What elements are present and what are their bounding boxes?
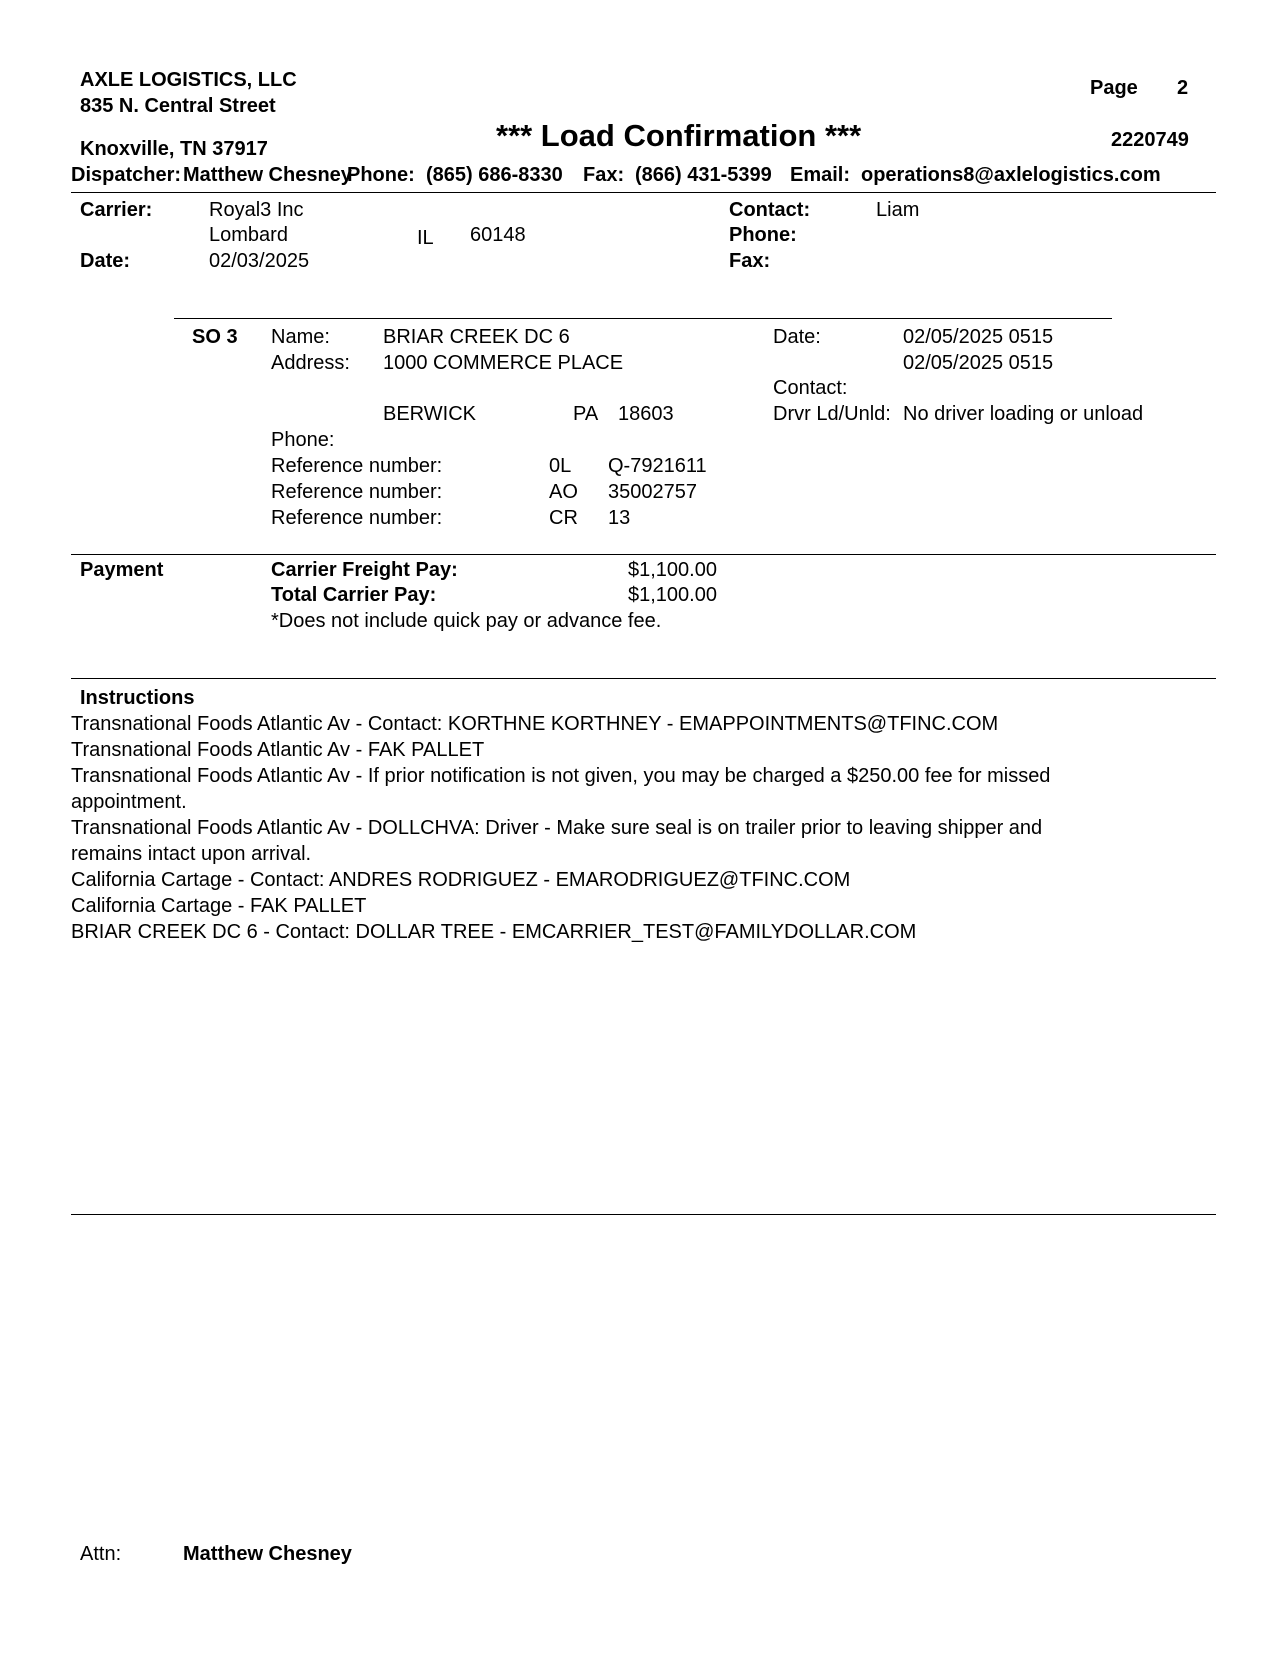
freight-pay-value: $1,100.00: [628, 559, 717, 581]
instruction-line: remains intact upon arrival.: [71, 843, 312, 865]
carrier-date: 02/03/2025: [209, 250, 310, 272]
reference-value: 35002757: [608, 481, 697, 503]
instruction-line: Transnational Foods Atlantic Av - DOLLCHVA: Driver - Make sure seal is on trailer prior to leaving shipper and: [71, 817, 1043, 839]
instructions-label: Instructions: [80, 687, 195, 709]
dispatch-fax: (866) 431-5399: [635, 164, 772, 186]
total-pay-value: $1,100.00: [628, 584, 717, 606]
stop-city: BERWICK: [383, 403, 476, 425]
reference-code: CR: [549, 507, 578, 529]
instruction-line: Transnational Foods Atlantic Av - If prior notification is not given, you may be charged a $250.00 fee for missed: [71, 765, 1051, 787]
instruction-line: Transnational Foods Atlantic Av - Contact: KORTHNE KORTHNEY - EMAPPOINTMENTS@TFINC.COM: [71, 713, 999, 735]
page-number: 2: [1177, 77, 1189, 99]
divider: [71, 554, 1216, 555]
freight-pay-label: Carrier Freight Pay:: [271, 559, 458, 581]
stop-address: 1000 COMMERCE PLACE: [383, 352, 624, 374]
payment-label: Payment: [80, 559, 164, 581]
stop-contact-label: Contact:: [773, 377, 848, 399]
company-name: AXLE LOGISTICS, LLC: [80, 69, 297, 91]
stop-date-2: 02/05/2025 0515: [903, 352, 1054, 374]
divider: [71, 192, 1216, 193]
carrier-city: Lombard: [209, 224, 288, 246]
carrier-contact: Liam: [876, 199, 920, 221]
divider: [174, 318, 1112, 319]
load-number: 2220749: [1111, 129, 1189, 151]
attn-name: Matthew Chesney: [183, 1543, 352, 1565]
dispatcher-label: Dispatcher:: [71, 164, 182, 186]
dispatch-email-label: Email:: [790, 164, 851, 186]
dispatch-phone: (865) 686-8330: [426, 164, 563, 186]
reference-code: 0L: [549, 455, 572, 477]
driver-load-label: Drvr Ld/Unld:: [773, 403, 891, 425]
instruction-line: California Cartage - Contact: ANDRES RODRIGUEZ - EMARODRIGUEZ@TFINC.COM: [71, 869, 851, 891]
instruction-line: Transnational Foods Atlantic Av - FAK PALLET: [71, 739, 485, 761]
document-title: *** Load Confirmation ***: [496, 118, 862, 153]
stop-name-label: Name:: [271, 326, 330, 348]
carrier-state: IL: [417, 227, 434, 249]
stop-date-label: Date:: [773, 326, 821, 348]
driver-load-value: No driver loading or unload: [903, 403, 1144, 425]
total-pay-label: Total Carrier Pay:: [271, 584, 437, 606]
reference-label: Reference number:: [271, 507, 443, 529]
stop-zip: 18603: [618, 403, 674, 425]
stop-phone-label: Phone:: [271, 429, 335, 451]
attn-label: Attn:: [80, 1543, 122, 1565]
payment-note: *Does not include quick pay or advance fee.: [271, 610, 662, 632]
stop-address-label: Address:: [271, 352, 350, 374]
company-city: Knoxville, TN 37917: [80, 138, 268, 160]
divider: [71, 1214, 1216, 1215]
dispatch-fax-label: Fax:: [583, 164, 625, 186]
company-street: 835 N. Central Street: [80, 95, 276, 117]
stop-id: SO 3: [192, 326, 238, 348]
reference-code: AO: [549, 481, 578, 503]
reference-value: Q-7921611: [608, 455, 707, 477]
stop-date-1: 02/05/2025 0515: [903, 326, 1054, 348]
carrier-phone-label: Phone:: [729, 224, 797, 246]
instruction-line: California Cartage - FAK PALLET: [71, 895, 367, 917]
stop-name: BRIAR CREEK DC 6: [383, 326, 570, 348]
divider: [71, 678, 1216, 679]
carrier-zip: 60148: [470, 224, 526, 246]
instruction-line: BRIAR CREEK DC 6 - Contact: DOLLAR TREE - EMCARRIER_TEST@FAMILYDOLLAR.COM: [71, 921, 917, 943]
carrier-contact-label: Contact:: [729, 199, 811, 221]
carrier-date-label: Date:: [80, 250, 131, 272]
dispatch-phone-label: Phone:: [347, 164, 415, 186]
stop-state: PA: [573, 403, 599, 425]
carrier-name: Royal3 Inc: [209, 199, 304, 221]
page-label: Page: [1090, 77, 1138, 99]
reference-value: 13: [608, 507, 631, 529]
carrier-fax-label: Fax:: [729, 250, 771, 272]
instruction-line: appointment.: [71, 791, 187, 813]
dispatcher-name: Matthew Chesney: [183, 164, 352, 186]
reference-label: Reference number:: [271, 481, 443, 503]
carrier-label: Carrier:: [80, 199, 153, 221]
reference-label: Reference number:: [271, 455, 443, 477]
dispatch-email: operations8@axlelogistics.com: [861, 164, 1161, 186]
